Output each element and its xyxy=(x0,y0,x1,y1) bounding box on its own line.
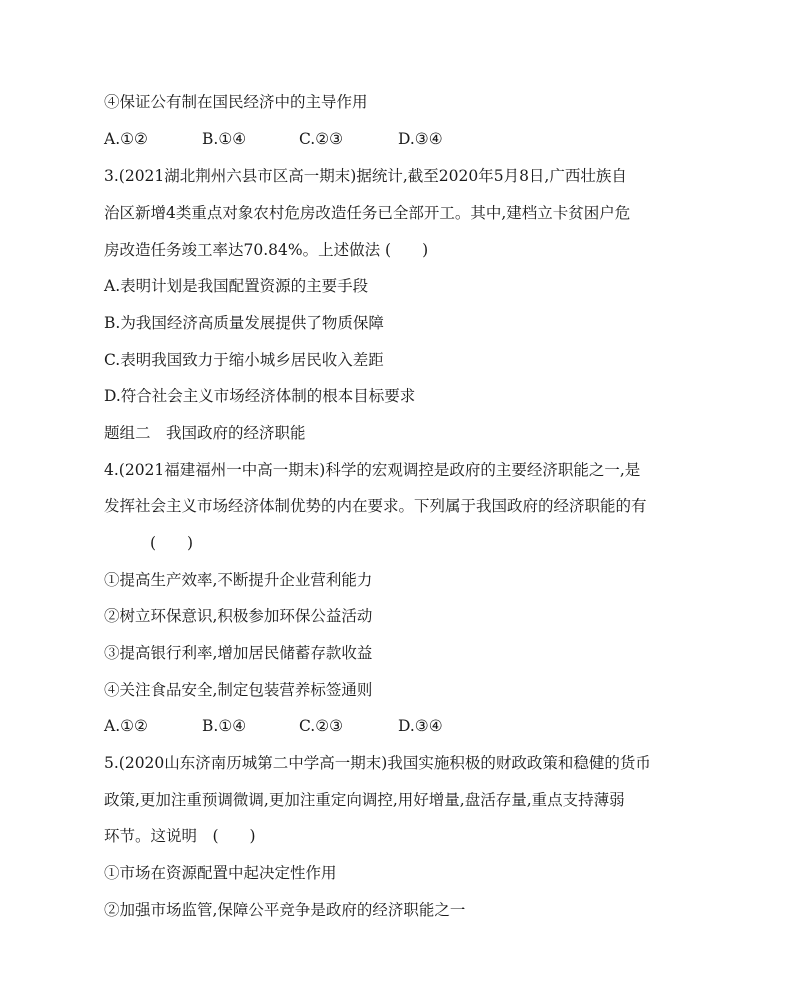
q3-option-a: A.表明计划是我国配置资源的主要手段 xyxy=(104,277,369,295)
q2-option-d: D.③④ xyxy=(398,130,443,148)
q5-item-2: ②加强市场监管,保障公平竞争是政府的经济职能之一 xyxy=(104,901,466,919)
q4-item-4: ④关注食品安全,制定包装营养标签通则 xyxy=(104,681,373,699)
q2-option-a: A.①② xyxy=(104,130,148,148)
q5-stem-line-2: 政策,更加注重预调微调,更加注重定向调控,用好增量,盘活存量,重点支持薄弱 xyxy=(104,791,625,809)
q5-stem-line-3: 环节。这说明 ( ) xyxy=(104,827,256,845)
group-2-title: 题组二 我国政府的经济职能 xyxy=(104,424,306,442)
q2-item-4: ④保证公有制在国民经济中的主导作用 xyxy=(104,93,368,111)
q4-item-2: ②树立环保意识,积极参加环保公益活动 xyxy=(104,607,373,625)
q3-option-d: D.符合社会主义市场经济体制的根本目标要求 xyxy=(104,387,416,405)
q2-options xyxy=(104,129,504,149)
q5-item-1: ①市场在资源配置中起决定性作用 xyxy=(104,864,337,882)
q4-stem-line-2: 发挥社会主义市场经济体制优势的内在要求。下列属于我国政府的经济职能的有 xyxy=(104,497,647,515)
q4-option-c: C.②③ xyxy=(299,717,344,735)
q2-option-b: B.①④ xyxy=(202,130,247,148)
q3-stem-line-3: 房改造任务竣工率达70.84%。上述做法 ( ) xyxy=(104,241,429,259)
q5-stem-line-1: 5.(2020山东济南历城第二中学高一期末)我国实施积极的财政政策和稳健的货币 xyxy=(104,754,651,772)
q4-option-a: A.①② xyxy=(104,717,148,735)
q4-option-d: D.③④ xyxy=(398,717,443,735)
q4-option-b: B.①④ xyxy=(202,717,247,735)
q4-stem-line-1: 4.(2021福建福州一中高一期末)科学的宏观调控是政府的主要经济职能之一,是 xyxy=(104,461,641,479)
q4-item-1: ①提高生产效率,不断提升企业营利能力 xyxy=(104,571,373,589)
q2-option-c: C.②③ xyxy=(299,130,344,148)
q3-option-c: C.表明我国致力于缩小城乡居民收入差距 xyxy=(104,351,384,369)
q4-item-3: ③提高银行利率,增加居民储蓄存款收益 xyxy=(104,644,373,662)
q4-options xyxy=(104,716,504,736)
q3-stem-line-1: 3.(2021湖北荆州六县市区高一期末)据统计,截至2020年5月8日,广西壮族自 xyxy=(104,167,627,185)
q3-option-b: B.为我国经济高质量发展提供了物质保障 xyxy=(104,314,384,332)
q3-stem-line-2: 治区新增4类重点对象农村危房改造任务已全部开工。其中,建档立卡贫困户危 xyxy=(104,204,631,222)
q4-answer-bracket: ( ) xyxy=(150,534,194,552)
